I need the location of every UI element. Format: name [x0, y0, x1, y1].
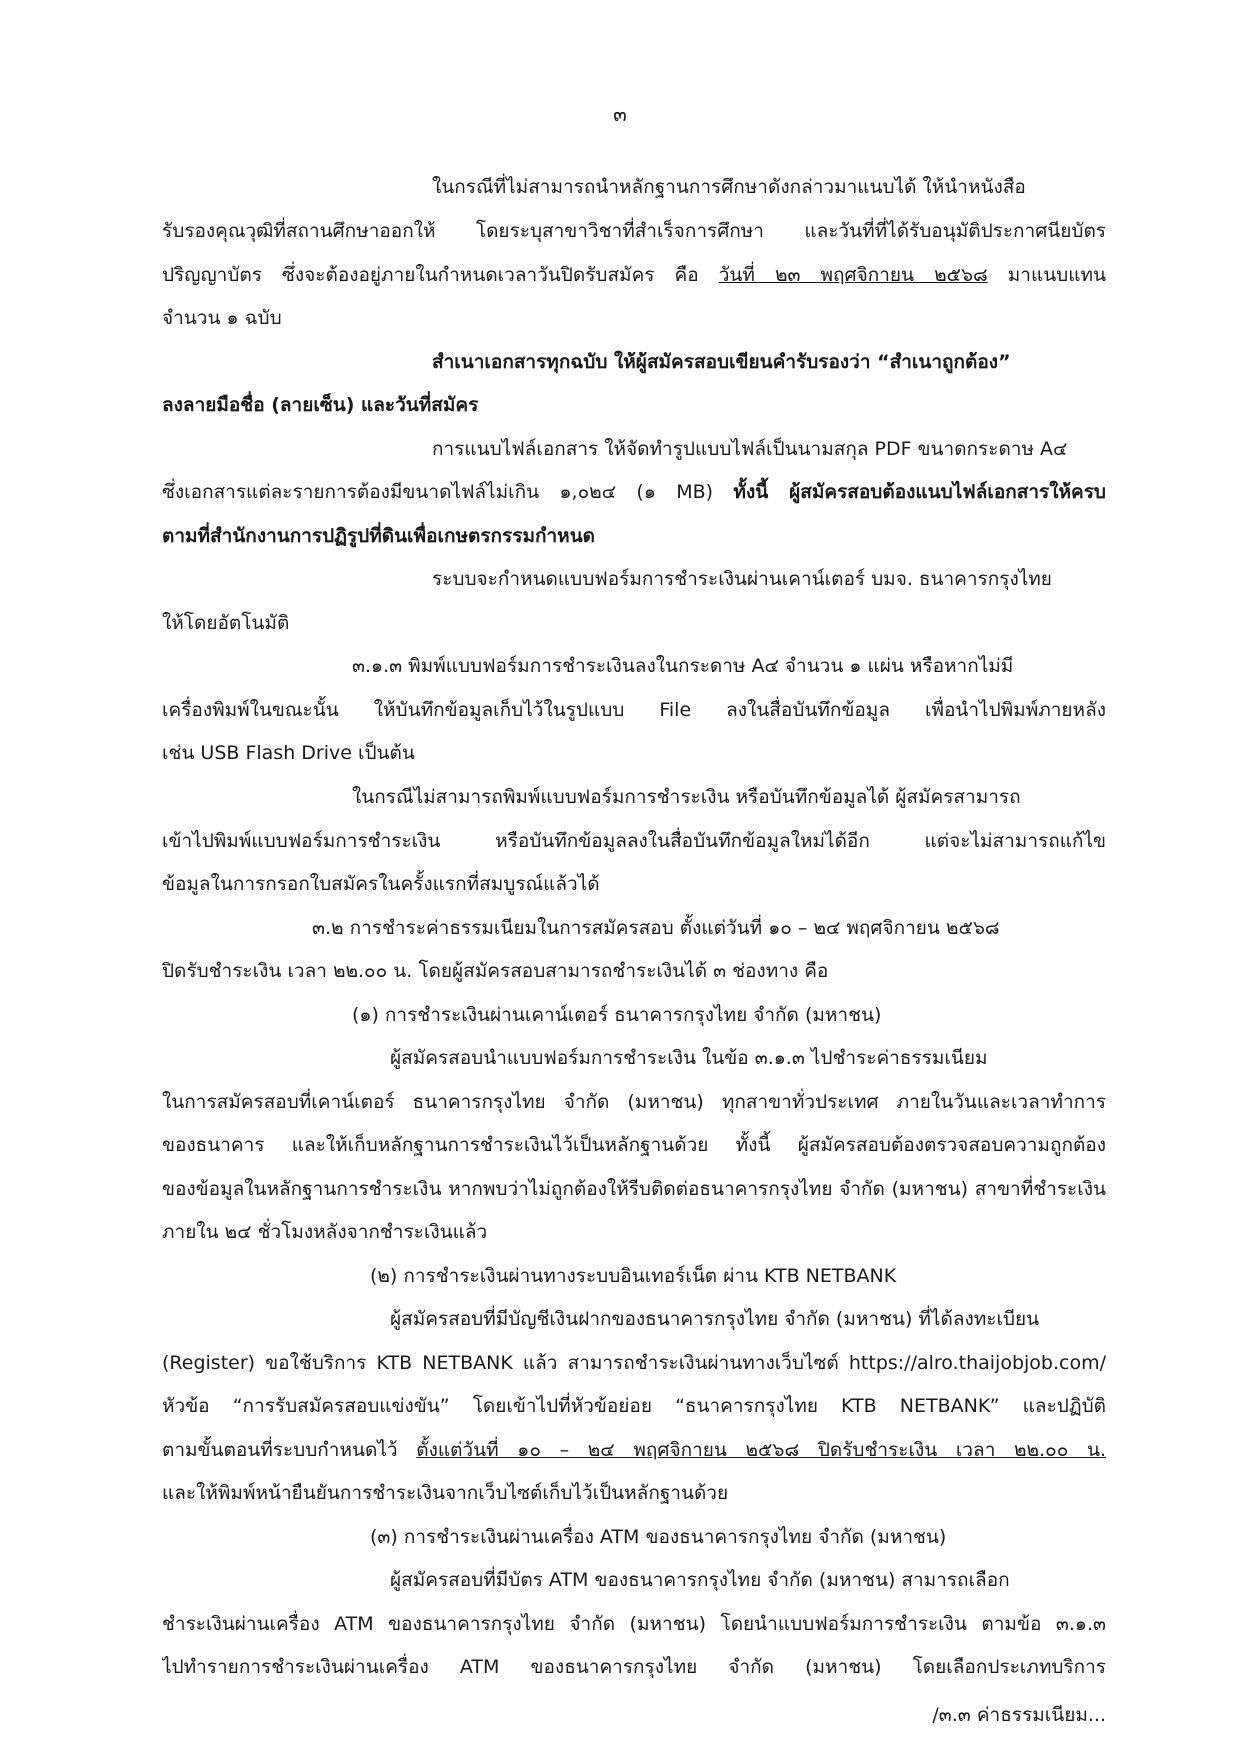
footer-continuation: /๓.๓ ค่าธรรมเนียม... [932, 1704, 1106, 1726]
body-line: ไปทำรายการชำระเงินผ่านเครื่อง ATM ของธนาคารกรุงไทย จำกัด (มหาชน) โดยเลือกประเภทบริการ [162, 1656, 1106, 1678]
body-line: ข้อมูลในการกรอกใบสมัครในครั้งแรกที่สมบูรณ์แล้วได้ [162, 873, 600, 895]
body-line: ตามขั้นตอนที่ระบบกำหนดไว้ ตั้งแต่วันที่ ๑๐ – ๒๔ พฤศจิกายน ๒๕๖๘ ปิดรับชำระเงิน เวลา ๒๒.๐๐ น. [162, 1439, 1106, 1461]
body-line: ปิดรับชำระเงิน เวลา ๒๒.๐๐ น. โดยผู้สมัครสอบสามารถชำระเงินได้ ๓ ช่องทาง คือ [162, 960, 829, 982]
body-line: ระบบจะกำหนดแบบฟอร์มการชำระเงินผ่านเคาน์เตอร์ บมจ. ธนาคารกรุงไทย [432, 568, 1052, 590]
body-line: ภายใน ๒๔ ชั่วโมงหลังจากชำระเงินแล้ว [162, 1221, 488, 1243]
body-line: ในการสมัครสอบที่เคาน์เตอร์ ธนาคารกรุงไทย จำกัด (มหาชน) ทุกสาขาทั่วประเทศ ภายในวันและเวลาทำการ [162, 1091, 1106, 1113]
body-line: รับรองคุณวุฒิที่สถานศึกษาออกให้ โดยระบุสาขาวิชาที่สำเร็จการศึกษา และวันที่ที่ได้รับอนุมัติประกาศนียบัตร [162, 220, 1106, 242]
body-line: ผู้สมัครสอบที่มีบัญชีเงินฝากของธนาคารกรุงไทย จำกัด (มหาชน) ที่ได้ลงทะเบียน [390, 1308, 1040, 1330]
body-line: เช่น USB Flash Drive เป็นต้น [162, 742, 415, 764]
body-line: (Register) ขอใช้บริการ KTB NETBANK แล้ว สามารถชำระเงินผ่านทางเว็บไซต์ https://alro.thaijobjob.com/ [162, 1352, 1106, 1374]
body-line: เข้าไปพิมพ์แบบฟอร์มการชำระเงิน หรือบันทึกข้อมูลลงในสื่อบันทึกข้อมูลใหม่ได้อีก แต่จะไม่สามารถแก้ไข [162, 830, 1106, 852]
body-line: ชำระเงินผ่านเครื่อง ATM ของธนาคารกรุงไทย จำกัด (มหาชน) โดยนำแบบฟอร์มการชำระเงิน ตามข้อ ๓.๑.๓ [162, 1613, 1106, 1635]
body-line: จำนวน ๑ ฉบับ [162, 307, 282, 329]
body-line: (๓) การชำระเงินผ่านเครื่อง ATM ของธนาคารกรุงไทย จำกัด (มหาชน) [370, 1526, 947, 1548]
body-line: เครื่องพิมพ์ในขณะนั้น ให้บันทึกข้อมูลเก็บไว้ในรูปแบบ File ลงในสื่อบันทึกข้อมูล เพื่อนำไปพิมพ์ภายหลัง [162, 699, 1106, 721]
body-line: การแนบไฟล์เอกสาร ให้จัดทำรูปแบบไฟล์เป็นนามสกุล PDF ขนาดกระดาษ A๔ [432, 438, 1068, 460]
page-number: ๓ [613, 102, 627, 126]
body-line: ปริญญาบัตร ซึ่งจะต้องอยู่ภายในกำหนดเวลาวันปิดรับสมัคร คือ วันที่ ๒๓ พฤศจิกายน ๒๕๖๘ มาแนบแทน [162, 264, 1106, 286]
body-line: ๓.๒ การชำระค่าธรรมเนียมในการสมัครสอบ ตั้งแต่วันที่ ๑๐ – ๒๔ พฤศจิกายน ๒๕๖๘ [312, 917, 1000, 939]
body-line: ให้โดยอัตโนมัติ [162, 612, 290, 634]
body-line: ผู้สมัครสอบนำแบบฟอร์มการชำระเงิน ในข้อ ๓.๑.๓ ไปชำระค่าธรรมเนียม [390, 1047, 988, 1069]
body-line: ผู้สมัครสอบที่มีบัตร ATM ของธนาคารกรุงไทย จำกัด (มหาชน) สามารถเลือก [390, 1569, 1010, 1591]
body-line: และให้พิมพ์หน้ายืนยันการชำระเงินจากเว็บไซต์เก็บไว้เป็นหลักฐานด้วย [162, 1482, 729, 1504]
body-line: ของข้อมูลในหลักฐานการชำระเงิน หากพบว่าไม่ถูกต้องให้รีบติดต่อธนาคารกรุงไทย จำกัด (มหาชน) สาขาที่ชำระเงิน [162, 1178, 1106, 1200]
body-line: สำเนาเอกสารทุกฉบับ ให้ผู้สมัครสอบเขียนคำรับรองว่า “สำเนาถูกต้อง” [432, 351, 1011, 373]
body-line: ในกรณีไม่สามารถพิมพ์แบบฟอร์มการชำระเงิน หรือบันทึกข้อมูลได้ ผู้สมัครสามารถ [352, 786, 1021, 808]
body-line: ตามที่สำนักงานการปฏิรูปที่ดินเพื่อเกษตรกรรมกำหนด [162, 525, 596, 547]
body-line: ในกรณีที่ไม่สามารถนำหลักฐานการศึกษาดังกล่าวมาแนบได้ ให้นำหนังสือ [432, 176, 1026, 198]
body-line: (๒) การชำระเงินผ่านทางระบบอินเทอร์เน็ต ผ่าน KTB NETBANK [370, 1265, 897, 1287]
body-line: (๑) การชำระเงินผ่านเคาน์เตอร์ ธนาคารกรุงไทย จำกัด (มหาชน) [352, 1004, 882, 1026]
body-line: ซึ่งเอกสารแต่ละรายการต้องมีขนาดไฟล์ไม่เกิน ๑,๐๒๔ (๑ MB) ทั้งนี้ ผู้สมัครสอบต้องแนบไฟล์เอกสารให้ครบ [162, 481, 1106, 503]
body-line: ๓.๑.๓ พิมพ์แบบฟอร์มการชำระเงินลงในกระดาษ A๔ จำนวน ๑ แผ่น หรือหากไม่มี [352, 655, 1014, 677]
body-line: หัวข้อ “การรับสมัครสอบแข่งขัน” โดยเข้าไปที่หัวข้อย่อย “ธนาคารกรุงไทย KTB NETBANK” และปฏิบัติ [162, 1395, 1106, 1417]
body-line: ของธนาคาร และให้เก็บหลักฐานการชำระเงินไว้เป็นหลักฐานด้วย ทั้งนี้ ผู้สมัครสอบต้องตรวจสอบความถูกต้อง [162, 1134, 1106, 1156]
body-line: ลงลายมือชื่อ (ลายเซ็น) และวันที่สมัคร [162, 394, 479, 416]
